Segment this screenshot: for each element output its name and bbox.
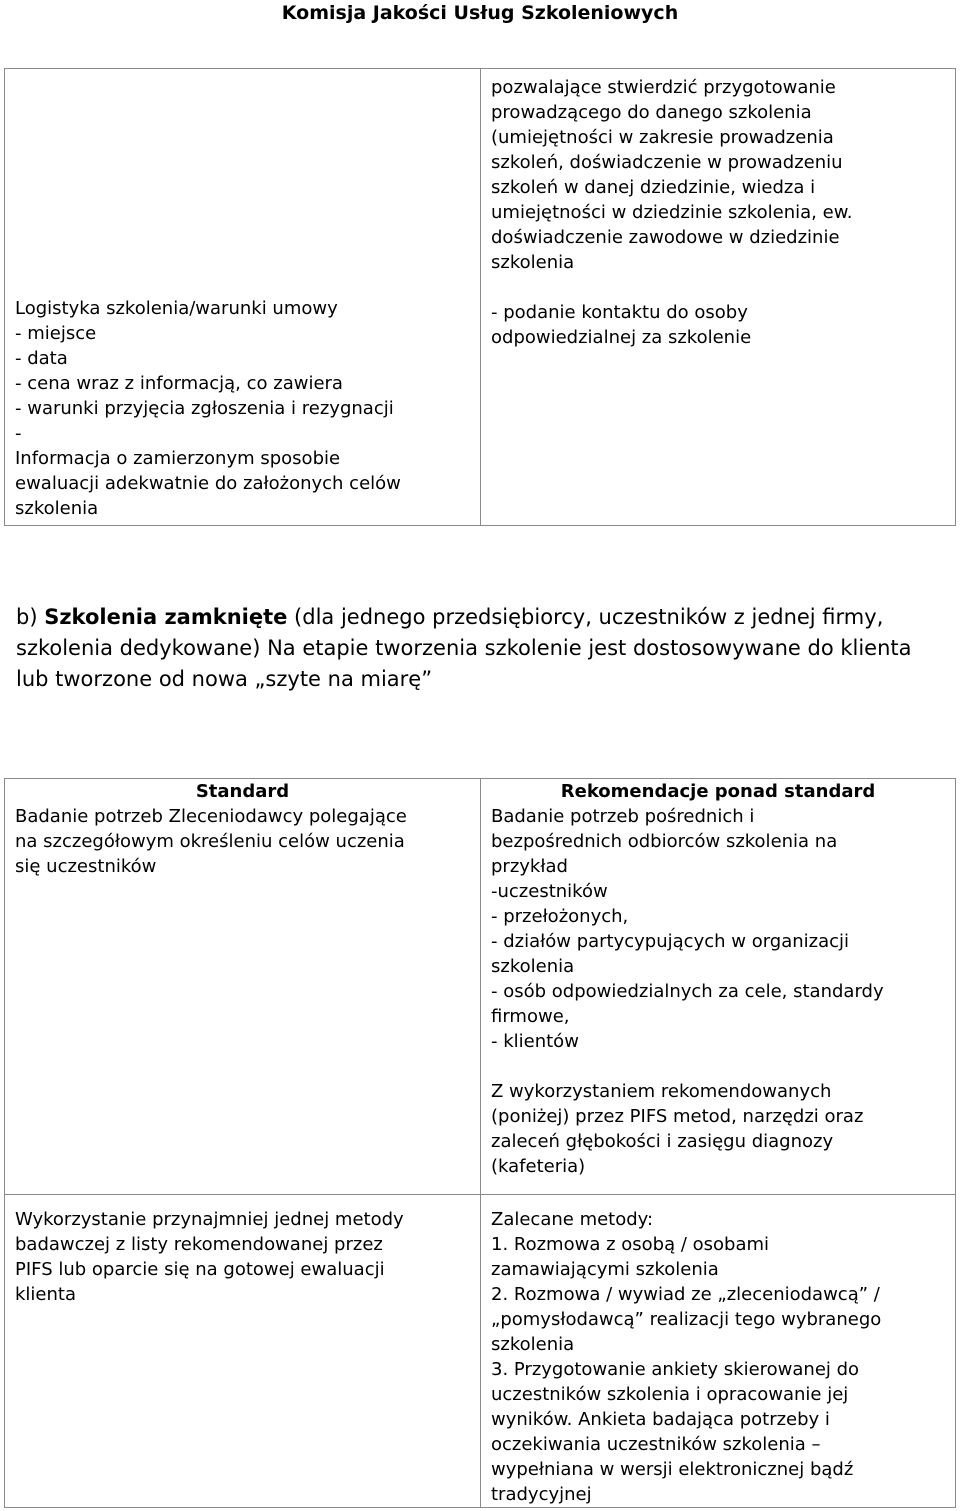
section-b-prefix: b): [16, 605, 45, 629]
table-row: [5, 779, 956, 1195]
trainer-requirements-text: pozwalające stwierdzić przygotowanie prowadzącego do danego szkolenia (umiejętności w zakresie prowadzenia szkoleń, doświadczenie w prowadzeniu szkoleń w danej dziedzinie, wiedza i umiejętności w dziedzinie szkolenia, ew. doświadczenie zawodowe w dziedzinie szkolenia: [491, 77, 853, 273]
recommended-methods-text: Zalecane metody: 1. Rozmowa z osobą / osobami zamawiającymi szkolenia 2. Rozmowa / wywiad ze „zleceniodawcą” / „pomysłodawcą” realizacji tego wybranego szkolenia 3. Przygotowanie ankiety skierowanej do uczestników szkolenia i opracowanie jej wyników. Ankieta badająca potrzeby i oczekiwania uczestników szkolenia – wypełniana w wersji elektronicznej bądź tradycyjnej: [491, 1209, 882, 1505]
section-b-paragraph: [16, 602, 946, 695]
standard-method-text: Wykorzystanie przynajmniej jednej metody badawczej z listy rekomendowanej przez PIFS lub oparcie się na gotowej ewaluacji klienta: [15, 1209, 404, 1305]
standard-method-cell: [5, 1195, 481, 1508]
table-row: [5, 1195, 956, 1508]
section-b-bold: Szkolenia zamknięte: [44, 605, 288, 629]
page-header-title: Komisja Jakości Usług Szkoleniowych: [281, 2, 679, 24]
standards-table: [4, 778, 956, 1508]
standard-cell: [5, 779, 481, 1195]
trainer-cell: [481, 69, 956, 526]
logistics-text: Logistyka szkolenia/warunki umowy - miejsce - data - cena wraz z informacją, co zawiera - warunki przyjęcia zgłoszenia i rezygnacji - Informacja o zamierzonym sposobie ewaluacji adekwatnie do założonych celów szkolenia: [15, 298, 401, 519]
logistics-cell: [5, 69, 481, 526]
logistics-table: [4, 68, 956, 526]
table-row: [5, 69, 956, 526]
recommendation-heading: Rekomendacje ponad standard: [560, 781, 876, 802]
standard-heading: Standard: [195, 781, 290, 802]
standard-text: Badanie potrzeb Zleceniodawcy polegające na szczegółowym określeniu celów uczenia się uczestników: [15, 806, 407, 877]
recommended-methods-cell: [481, 1195, 956, 1508]
recommendation-text: Badanie potrzeb pośrednich i bezpośrednich odbiorców szkolenia na przykład -uczestników - przełożonych, - działów partycypujących w organizacji szkolenia - osób odpowiedzialnych za cele, standardy firmowe, - klientów: [491, 806, 884, 1052]
section-b-rest: (dla jednego przedsiębiorcy, uczestników z jednej firmy, szkolenia dedykowane) Na etapie tworzenia szkolenie jest dostosowywane do klienta lub tworzone od nowa „szyte na miarę”: [16, 605, 912, 691]
recommendation-cell: [481, 779, 956, 1195]
contact-person-text: - podanie kontaktu do osoby odpowiedzialnej za szkolenie: [491, 302, 752, 348]
recommendation-methods-note: Z wykorzystaniem rekomendowanych (poniżej) przez PIFS metod, narzędzi oraz zaleceń głębokości i zasięgu diagnozy (kafeteria): [491, 1081, 864, 1177]
